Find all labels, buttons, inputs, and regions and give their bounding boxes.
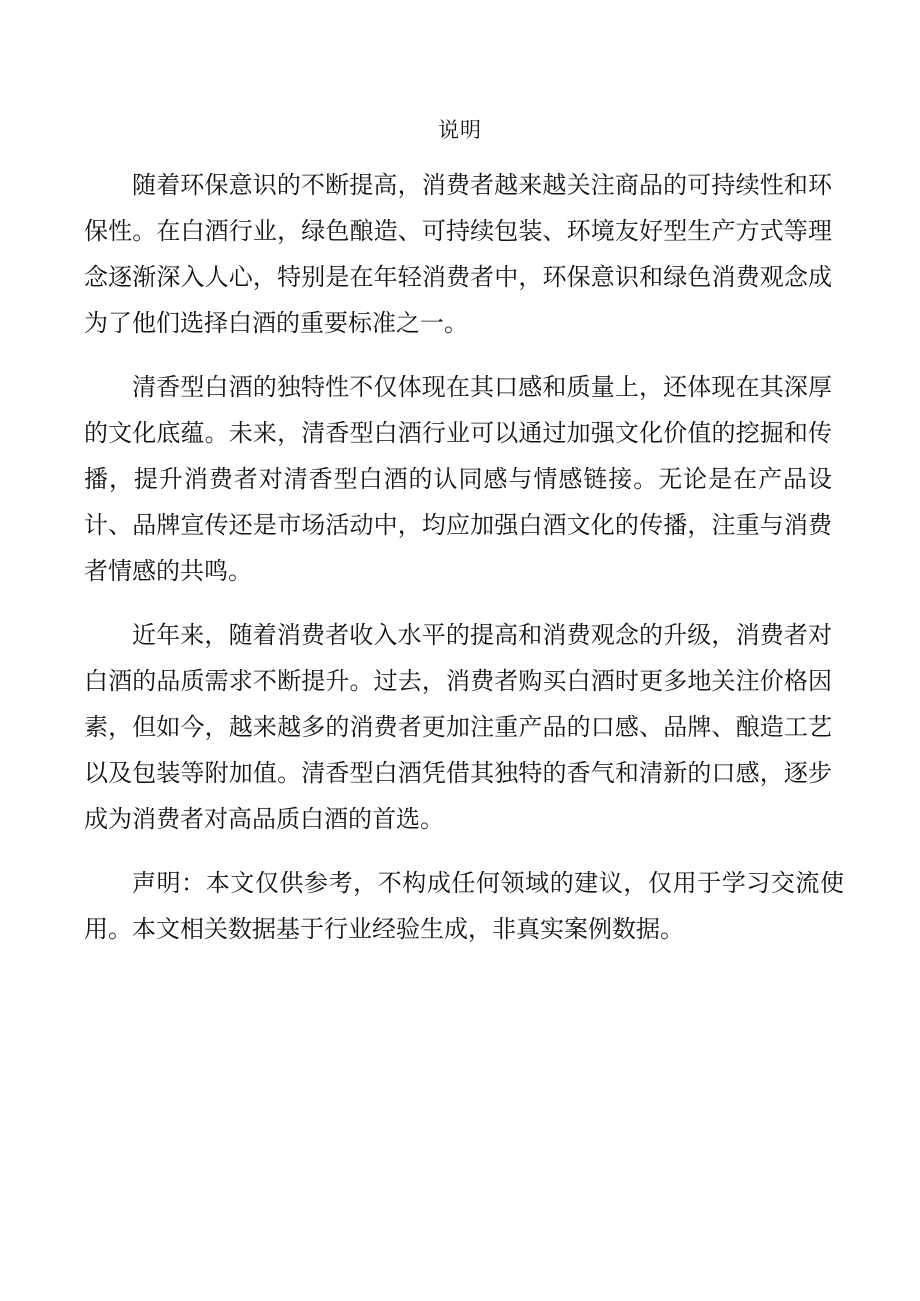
disclaimer-paragraph: 声明：本文仅供参考，不构成任何领域的建议，仅用于学习交流使用。本文相关数据基于行业经验生成，非真实案例数据。 bbox=[84, 869, 844, 943]
document-body bbox=[84, 162, 844, 952]
paragraph-environmental-awareness: 随着环保意识的不断提高，消费者越来越关注商品的可持续性和环保性。在白酒行业，绿色酿造、可持续包装、环境友好型生产方式等理念逐渐深入人心，特别是在年轻消费者中，环保意识和绿色消费观念成为了他们选择白酒的重要标准之一。 bbox=[84, 171, 832, 337]
paragraph-cultural-value: 清香型白酒的独特性不仅体现在其口感和质量上，还体现在其深厚的文化底蕴。未来，清香型白酒行业可以通过加强文化价值的挖掘和传播，提升消费者对清香型白酒的认同感与情感链接。无论是在产品设计、品牌宣传还是市场活动中，均应加强白酒文化的传播，注重与消费者情感的共鸣。 bbox=[84, 373, 832, 585]
paragraph-quality-demand: 近年来，随着消费者收入水平的提高和消费观念的升级，消费者对白酒的品质需求不断提升。过去，消费者购买白酒时更多地关注价格因素，但如今，越来越多的消费者更加注重产品的口感、品牌、酿造工艺以及包装等附加值。清香型白酒凭借其独特的香气和清新的口感，逐步成为消费者对高品质白酒的首选。 bbox=[84, 621, 832, 833]
page-title: 说明 bbox=[438, 118, 482, 142]
